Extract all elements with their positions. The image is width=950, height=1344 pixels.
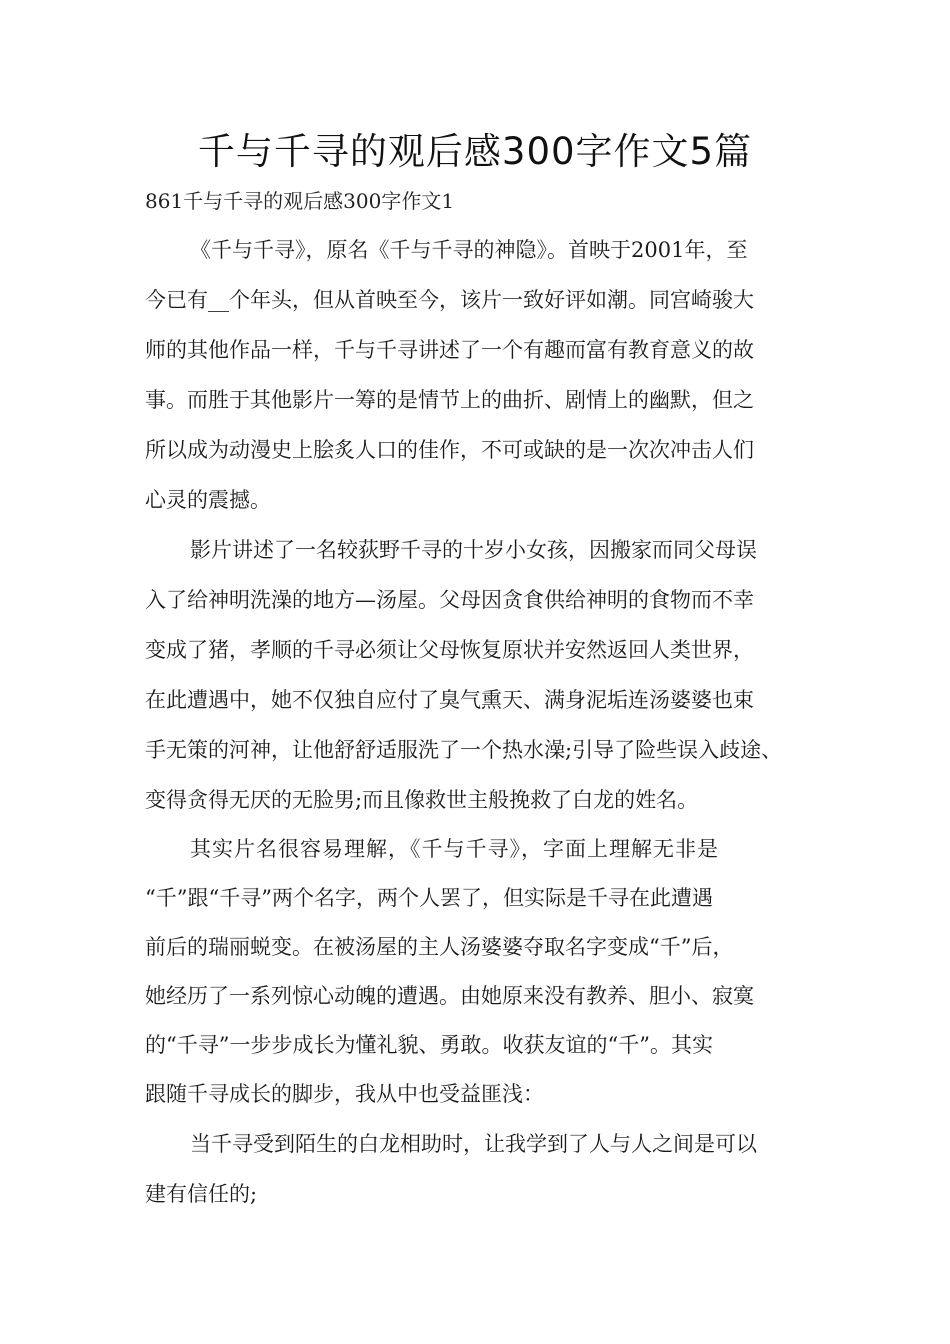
document-title: 千与千寻的观后感300字作文5篇 [197,130,753,173]
paragraph-line: 的“千寻”一步步成长为懂礼貌、勇敢。收获友谊的“千”。其实 [145,1033,713,1057]
paragraph-line: 影片讲述了一名较荻野千寻的十岁小女孩，因搬家而同父母误 [190,538,757,562]
paragraph-line: “千”跟“千寻”两个名字，两个人罢了，但实际是千寻在此遭遇 [145,886,713,910]
paragraph-line: 她经历了一系列惊心动魄的遭遇。由她原来没有教养、胆小、寂寞 [145,984,754,1008]
paragraph-line: 前后的瑞丽蜕变。在被汤屋的主人汤婆婆夺取名字变成“千”后， [145,935,734,959]
document-subtitle: 861千与千寻的观后感300字作文1 [145,189,455,213]
paragraph-line: 心灵的震撼。 [145,488,271,512]
paragraph-line: 跟随千寻成长的脚步，我从中也受益匪浅： [145,1082,544,1106]
paragraph-line: 建有信任的; [145,1182,258,1206]
paragraph-line: 今已有__个年头，但从首映至今，该片一致好评如潮。同宫崎骏大 [145,288,754,312]
paragraph-line: 入了给神明洗澡的地方—汤屋。父母因贪食供给神明的食物而不幸 [145,588,754,612]
paragraph-line: 所以成为动漫史上脍炙人口的佳作，不可或缺的是一次次冲击人们 [145,438,754,462]
paragraph-line: 师的其他作品一样，千与千寻讲述了一个有趣而富有教育意义的故 [145,338,754,362]
paragraph-line: 变成了猪，孝顺的千寻必须让父母恢复原状并安然返回人类世界， [145,638,754,662]
paragraph-line: 当千寻受到陌生的白龙相助时，让我学到了人与人之间是可以 [190,1132,757,1156]
paragraph-line: 在此遭遇中，她不仅独自应付了臭气熏天、满身泥垢连汤婆婆也束 [145,688,754,712]
paragraph-line: 事。而胜于其他影片一筹的是情节上的曲折、剧情上的幽默，但之 [145,388,754,412]
paragraph-line: 变得贪得无厌的无脸男;而且像救世主般挽救了白龙的姓名。 [145,788,699,812]
paragraph-line: 其实片名很容易理解，《千与千寻》，字面上理解无非是 [190,837,719,861]
paragraph-line: 手无策的河神，让他舒舒适服洗了一个热水澡;引导了险些误入歧途、 [145,738,783,762]
paragraph-line: 《千与千寻》，原名《千与千寻的神隐》。首映于2001年，至 [190,238,748,262]
